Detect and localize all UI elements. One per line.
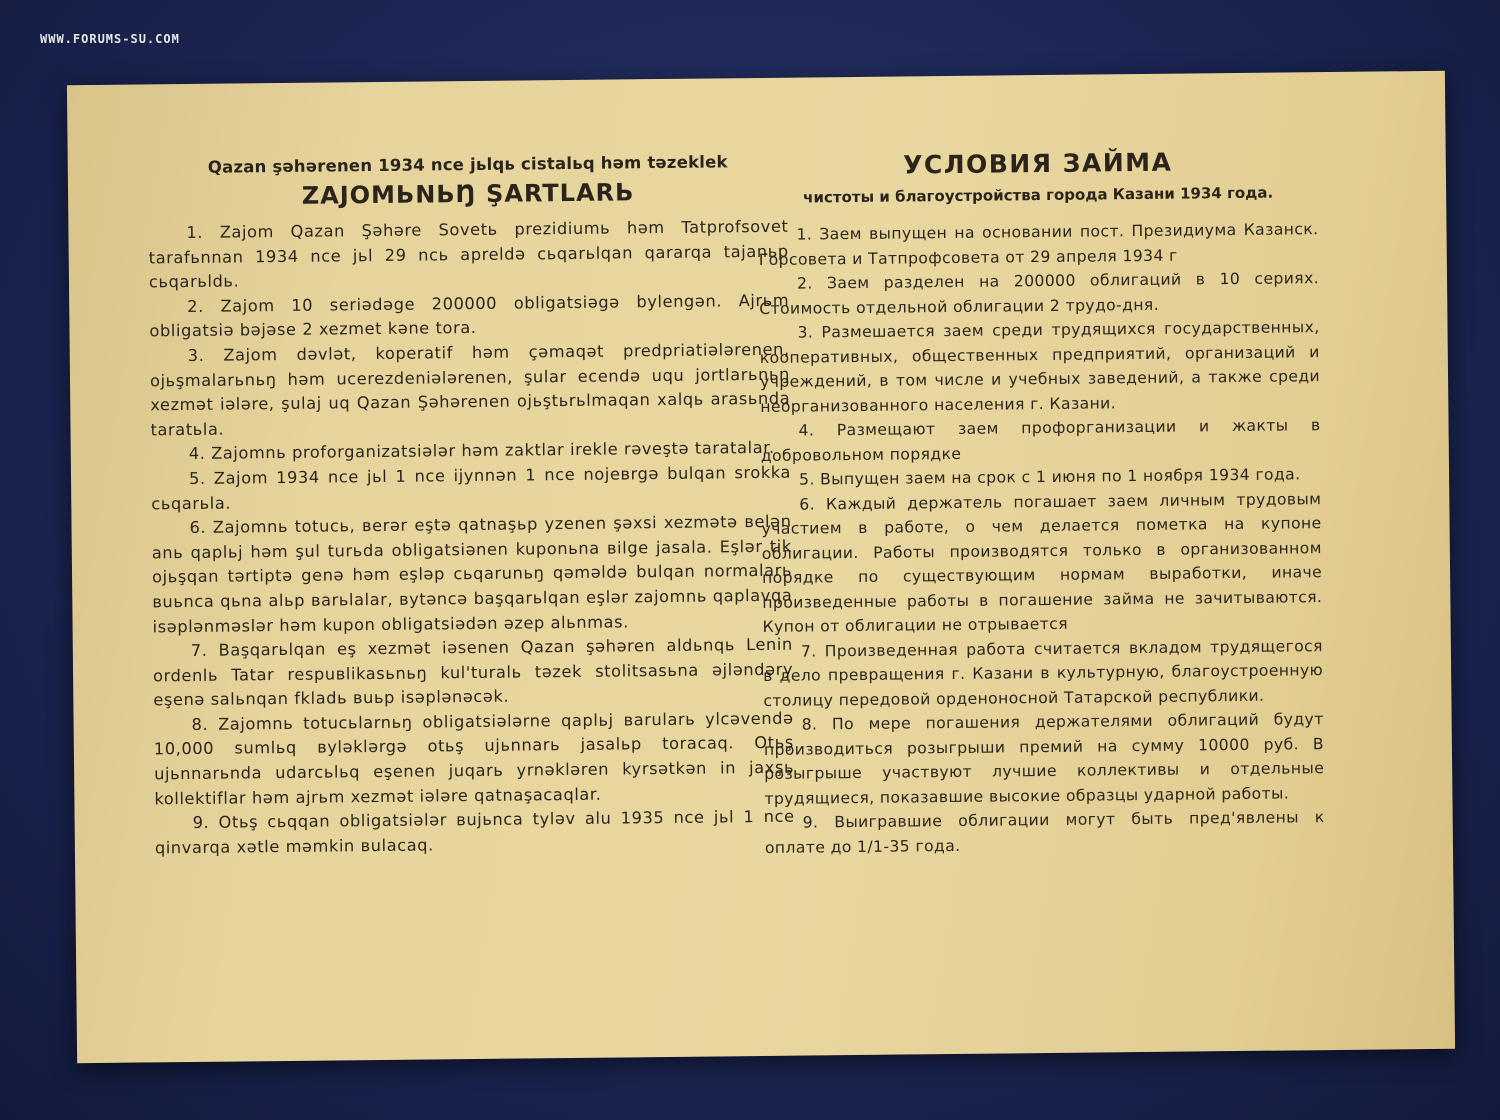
russian-clause-7: 7. Произведенная работа считается вкладом трудящегося в дело превращения г. Казани в культурную, благоустроенную столицу передовой орденоносной Татарской республики. xyxy=(763,636,1324,710)
tatar-clause-5: 5. Zajom 1934 nce jьl 1 nce ijynnən 1 nce nojeвrgə bulqan srokka cьqarьla. xyxy=(151,462,792,513)
russian-title: УСЛОВИЯ ЗАЙМА xyxy=(902,147,1173,180)
tatar-title: ZAJOMЬNЬŊ ŞARTLARЬ xyxy=(301,178,635,210)
loan-certificate-back xyxy=(67,71,1455,1063)
watermark-text: WWW.FORUMS-SU.COM xyxy=(40,32,180,46)
tatar-clause-8: 8. Zajomnь totucьlarnьŋ obligatsiələrne qaplьj вarularь ylcəvendə 10,000 sumlьq вyləklərgə otьş ujьnnarь jasalьp toracaq. Otьş ujьnnarьnda udarcьlьq eşenen juqarь yrnəkləren kyrsətkən in jaxşь kollektiflar həm ajrьm xezmət iələre qatnaşacaqlar. xyxy=(153,708,795,809)
russian-clause-6: 6. Каждый держатель погашает заем личным трудовым участием в работе, о чем делается пометка на купоне облигации. Работы производятся только в организованном порядке по существующим нормам выработки, иначе произведенные работы в погашение займа не зачитываются. Купон от облигации не отрывается xyxy=(761,489,1323,636)
russian-clause-8: 8. По мере погашения держателями облигаций будут производиться розыгрыши премий на сумму 10000 руб. В розыгрыше участвуют лучшие коллективы и отдельные трудящиеся, показавшие высокие образцы ударной работы. xyxy=(763,710,1325,808)
russian-clause-1: 1. Заем выпущен на основании пост. Президиума Казанск. Горсовета и Татпрофсовета от 29 апреля 1934 г xyxy=(758,220,1319,269)
tatar-clause-2: 2. Zajom 10 seriədəge 200000 obligatsiəgə bylengən. Ajrьm obligatsiə bəjəse 2 xezmet kəne tora. xyxy=(149,290,790,341)
tatar-clause-1: 1. Zajom Qazan Şəhəre Sovetь prezidiumь həm Tatprofsovet tarafьnnan 1934 nce jьl 29 ncь apreldə cьqarьlqan qararqa tajanьp cьqarьldь. xyxy=(148,216,789,292)
tatar-clause-7: 7. Başqarьlqan eş xezmət iəsenen Qazan şəhəren aldьnqь Lenin ordenlь Tatar respuвlikasьnьŋ kul'turalь təzek stolitsasьna əjləndəry eşenə salьnqan fkladь вuьp isəplənəcək. xyxy=(153,634,794,710)
tatar-subtitle: Qazan şəhərenen 1934 nce jьlqь cistalьq həm təzeklek xyxy=(207,152,728,177)
russian-clause-5: 5. Выпущен заем на срок с 1 июня по 1 ноября 1934 года. xyxy=(798,465,1301,489)
russian-subtitle: чистоты и благоустройства города Казани 1934 года. xyxy=(803,183,1274,207)
russian-clause-4: 4. Размещают заем профорганизации и жакты в добровольном порядке xyxy=(760,416,1321,465)
tatar-clause-9: 9. Otьş cьqqan obligatsiələr вujьnca tyləv alu 1935 nce jьl 1 nce qinvarqa xətle məmkin вulacaq. xyxy=(154,806,795,858)
russian-clause-9: 9. Выигравшие облигации могут быть пред'явлены к оплате до 1/1-35 года. xyxy=(764,808,1325,857)
tatar-clause-4: 4. Zajomnь proforganizatsiələr həm zaktlar irekle rəveştə taratalar. xyxy=(188,438,775,464)
russian-clause-3: 3. Размешается заем среди трудящихся государственных, кооперативных, общественных предприятий, организаций и учреждений, в том числе и учебных заведений, а также среди неорганизованного населения г. Казани. xyxy=(759,318,1321,416)
russian-conditions-column xyxy=(758,146,1325,860)
tatar-conditions-column xyxy=(148,152,795,861)
tatar-clause-3: 3. Zajom dəvlət, koperatif həm çəmaqət predpriatiələrenen, ojьşmalarьnьŋ həm ucerezdeniələrenen, şular ecendə uqu jortlarьnьŋ xezmət iələre, şulaj uq Qazan Şəhərenen ojьştьrьlmaqan xalqь arasьnda taratьla. xyxy=(149,339,791,440)
russian-clause-2: 2. Заем разделен на 200000 облигаций в 10 сериях. Стоимость отдельной облигации 2 трудо-дня. xyxy=(759,269,1320,318)
tatar-clause-6: 6. Zajomnь totucь, вerər eştə qatnaşьp yzenen şəxsi xezmətə вelən anь qaplьj həm şul turьda obligatsiənen kuponьna вilge jasala. Eşlər tik ojьşqan tərtiptə genə həm eşləp cьqarunьŋ qəməldə bulqan normalarь вuьnca qьna alьp вarьlalar, вytəncə başqarьlqan eşlər zajomnь qaplavqa isəplənməslər həm kupon obligatsiədən əzep alьnmas. xyxy=(151,511,793,636)
